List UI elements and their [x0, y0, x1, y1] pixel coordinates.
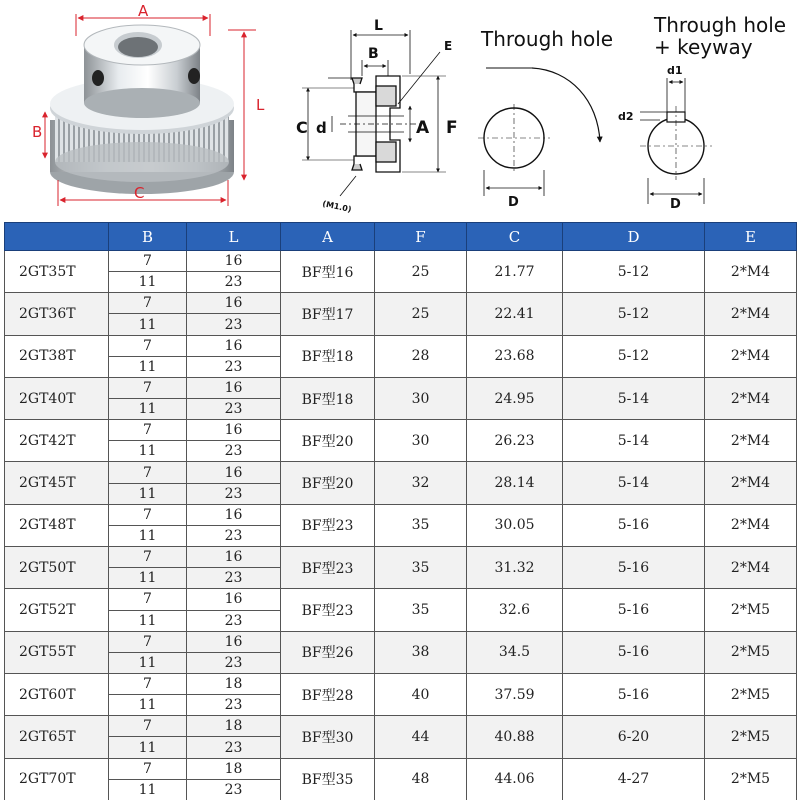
cell-l — [187, 758, 281, 800]
cell-model: 2GT42T — [5, 420, 109, 462]
cell-l-lower: 23 — [224, 739, 243, 756]
cell-l — [187, 631, 281, 673]
cell-l-upper: 18 — [187, 674, 280, 695]
cell-e: 2*M4 — [705, 420, 797, 462]
cell-d: 5-16 — [563, 504, 705, 546]
cell-a: BF型16 — [281, 251, 375, 293]
cell-b — [109, 758, 187, 800]
cell-e: 2*M4 — [705, 251, 797, 293]
through-hole-title: Through hole — [481, 27, 614, 51]
cell-b-lower: 11 — [138, 739, 157, 756]
pulley-drawings — [0, 0, 800, 222]
cell-b-lower: 11 — [138, 274, 157, 291]
cell-model: 2GT35T — [5, 251, 109, 293]
cell-d: 5-14 — [563, 462, 705, 504]
cell-l-lower: 23 — [224, 316, 243, 333]
table-row — [5, 631, 797, 673]
cell-b-lower: 11 — [138, 654, 157, 671]
cell-c: 21.77 — [467, 251, 563, 293]
cell-a: BF型28 — [281, 673, 375, 715]
cell-b-lower: 11 — [138, 528, 157, 545]
table-row — [5, 462, 797, 504]
section-label-c: C — [296, 118, 308, 137]
cell-f: 32 — [375, 462, 467, 504]
cell-l-lower: 23 — [224, 274, 243, 291]
cell-a: BF型35 — [281, 758, 375, 800]
cell-b-upper: 7 — [109, 293, 186, 314]
header-d: D — [563, 223, 705, 251]
cell-l — [187, 293, 281, 335]
cell-f: 35 — [375, 547, 467, 589]
cell-b-upper: 7 — [109, 251, 186, 272]
cell-l-lower: 23 — [224, 528, 243, 545]
cell-l-lower: 23 — [224, 697, 243, 714]
header-f: F — [375, 223, 467, 251]
cell-e: 2*M4 — [705, 293, 797, 335]
cell-l — [187, 716, 281, 758]
table-row — [5, 420, 797, 462]
cell-l — [187, 547, 281, 589]
cell-f: 30 — [375, 420, 467, 462]
cell-e: 2*M5 — [705, 673, 797, 715]
cell-b-lower: 11 — [138, 612, 157, 629]
cell-b-upper: 7 — [109, 759, 186, 780]
cell-l-upper: 16 — [187, 293, 280, 314]
cell-d: 6-20 — [563, 716, 705, 758]
cell-d: 5-16 — [563, 589, 705, 631]
cell-model: 2GT60T — [5, 673, 109, 715]
cell-b — [109, 504, 187, 546]
section-label-b: B — [368, 46, 379, 62]
cell-c: 28.14 — [467, 462, 563, 504]
photo-label-a: A — [138, 2, 149, 20]
table-row — [5, 293, 797, 335]
cell-c: 44.06 — [467, 758, 563, 800]
cell-l-upper: 16 — [187, 251, 280, 272]
cell-b-lower: 11 — [138, 781, 157, 798]
cell-l-upper: 16 — [187, 505, 280, 526]
table-row — [5, 758, 797, 800]
cell-a: BF型18 — [281, 335, 375, 377]
keyway-drawing — [618, 13, 786, 212]
photo-label-l: L — [256, 96, 265, 114]
keyway-title-line2: + keyway — [654, 35, 753, 59]
cell-l-upper: 16 — [187, 378, 280, 399]
cell-e: 2*M4 — [705, 462, 797, 504]
cell-a: BF型23 — [281, 504, 375, 546]
cell-l-lower: 23 — [224, 401, 243, 418]
cell-l-upper: 16 — [187, 462, 280, 483]
cell-c: 23.68 — [467, 335, 563, 377]
cell-f: 44 — [375, 716, 467, 758]
cell-l-lower: 23 — [224, 612, 243, 629]
table-row — [5, 335, 797, 377]
cell-b-upper: 7 — [109, 547, 186, 568]
cell-c: 30.05 — [467, 504, 563, 546]
cell-d: 5-12 — [563, 293, 705, 335]
cell-c: 26.23 — [467, 420, 563, 462]
cell-l — [187, 462, 281, 504]
cell-e: 2*M5 — [705, 631, 797, 673]
cell-b — [109, 462, 187, 504]
cell-l-lower: 23 — [224, 358, 243, 375]
cell-f: 40 — [375, 673, 467, 715]
header-e: E — [705, 223, 797, 251]
cell-b-upper: 7 — [109, 716, 186, 737]
header-b: B — [109, 223, 187, 251]
cell-b — [109, 547, 187, 589]
cell-model: 2GT48T — [5, 504, 109, 546]
cell-b — [109, 251, 187, 293]
cell-l-upper: 16 — [187, 632, 280, 653]
section-label-note: (M1.0) — [321, 199, 353, 215]
cell-l-upper: 16 — [187, 547, 280, 568]
cell-l-lower: 23 — [224, 443, 243, 460]
section-label-f: F — [446, 118, 458, 138]
cell-d: 5-12 — [563, 335, 705, 377]
table-row — [5, 547, 797, 589]
cell-l-upper: 18 — [187, 759, 280, 780]
keyway-d1-label: d1 — [667, 64, 683, 77]
photo-label-b: B — [32, 123, 43, 141]
cell-b-lower: 11 — [138, 443, 157, 460]
header-a: A — [281, 223, 375, 251]
cell-f: 25 — [375, 251, 467, 293]
cell-l — [187, 504, 281, 546]
cell-b-upper: 7 — [109, 378, 186, 399]
cell-b — [109, 335, 187, 377]
keyway-d2-label: d2 — [618, 110, 634, 123]
cell-a: BF型20 — [281, 462, 375, 504]
cell-model: 2GT40T — [5, 377, 109, 419]
cell-b — [109, 673, 187, 715]
cell-l — [187, 420, 281, 462]
cell-b-upper: 7 — [109, 674, 186, 695]
cell-l-lower: 23 — [224, 570, 243, 587]
cell-model: 2GT55T — [5, 631, 109, 673]
cell-a: BF型17 — [281, 293, 375, 335]
cell-b-lower: 11 — [138, 485, 157, 502]
cell-model: 2GT65T — [5, 716, 109, 758]
cell-l-upper: 16 — [187, 420, 280, 441]
cell-c: 24.95 — [467, 377, 563, 419]
through-hole-drawing — [478, 27, 613, 210]
cell-f: 25 — [375, 293, 467, 335]
cell-d: 5-16 — [563, 673, 705, 715]
cell-b-lower: 11 — [138, 358, 157, 375]
cell-b-lower: 11 — [138, 316, 157, 333]
header-model — [5, 223, 109, 251]
cell-b-upper: 7 — [109, 589, 186, 610]
header-c: C — [467, 223, 563, 251]
cell-b — [109, 420, 187, 462]
keyway-title-line1: Through hole — [654, 13, 787, 37]
cell-b — [109, 377, 187, 419]
header-l: L — [187, 223, 281, 251]
section-label-a: A — [416, 118, 430, 138]
cell-c: 32.6 — [467, 589, 563, 631]
cell-l-upper: 16 — [187, 336, 280, 357]
cell-f: 30 — [375, 377, 467, 419]
cell-l-lower: 23 — [224, 485, 243, 502]
cell-d: 4-27 — [563, 758, 705, 800]
table-row — [5, 377, 797, 419]
cell-l — [187, 589, 281, 631]
cell-l — [187, 673, 281, 715]
through-hole-d-label: D — [508, 195, 519, 210]
cell-b — [109, 589, 187, 631]
keyway-d-label: D — [670, 197, 681, 212]
cell-l-lower: 23 — [224, 654, 243, 671]
cell-b-upper: 7 — [109, 420, 186, 441]
cell-f: 28 — [375, 335, 467, 377]
cell-e: 2*M4 — [705, 547, 797, 589]
cell-model: 2GT45T — [5, 462, 109, 504]
cell-c: 31.32 — [467, 547, 563, 589]
cell-b-lower: 11 — [138, 401, 157, 418]
photo-label-c: C — [134, 184, 145, 202]
cell-l — [187, 335, 281, 377]
cell-model: 2GT52T — [5, 589, 109, 631]
cell-b — [109, 716, 187, 758]
cell-c: 40.88 — [467, 716, 563, 758]
cell-e: 2*M4 — [705, 335, 797, 377]
cell-l-lower: 23 — [224, 781, 243, 798]
cell-b-upper: 7 — [109, 632, 186, 653]
cell-model: 2GT38T — [5, 335, 109, 377]
pulley-photo — [50, 25, 234, 194]
cell-d: 5-14 — [563, 420, 705, 462]
cell-b — [109, 293, 187, 335]
cell-b-upper: 7 — [109, 462, 186, 483]
cell-c: 22.41 — [467, 293, 563, 335]
table-header-row — [5, 223, 797, 251]
section-label-l: L — [374, 18, 383, 34]
cell-a: BF型23 — [281, 589, 375, 631]
cell-e: 2*M5 — [705, 589, 797, 631]
cell-d: 5-14 — [563, 377, 705, 419]
cell-a: BF型23 — [281, 547, 375, 589]
section-label-e: E — [444, 39, 453, 53]
cell-l-upper: 18 — [187, 716, 280, 737]
cell-l-upper: 16 — [187, 589, 280, 610]
table-row — [5, 589, 797, 631]
cell-a: BF型30 — [281, 716, 375, 758]
cell-model: 2GT50T — [5, 547, 109, 589]
cell-b-lower: 11 — [138, 697, 157, 714]
section-label-d: d — [316, 119, 327, 137]
table-row — [5, 251, 797, 293]
cell-f: 38 — [375, 631, 467, 673]
cell-f: 35 — [375, 589, 467, 631]
cell-b-upper: 7 — [109, 505, 186, 526]
cell-f: 48 — [375, 758, 467, 800]
cell-l — [187, 377, 281, 419]
cell-a: BF型18 — [281, 377, 375, 419]
cell-model: 2GT36T — [5, 293, 109, 335]
cell-b — [109, 631, 187, 673]
pulley-spec-table — [4, 222, 797, 800]
table-row — [5, 716, 797, 758]
cell-b-upper: 7 — [109, 336, 186, 357]
cell-d: 5-16 — [563, 547, 705, 589]
cell-e: 2*M4 — [705, 377, 797, 419]
cell-d: 5-12 — [563, 251, 705, 293]
cell-e: 2*M5 — [705, 758, 797, 800]
cell-d: 5-16 — [563, 631, 705, 673]
cell-f: 35 — [375, 504, 467, 546]
table-row — [5, 504, 797, 546]
cell-b-lower: 11 — [138, 570, 157, 587]
cell-a: BF型26 — [281, 631, 375, 673]
cell-c: 34.5 — [467, 631, 563, 673]
cell-a: BF型20 — [281, 420, 375, 462]
table-body — [5, 251, 797, 800]
cell-model: 2GT70T — [5, 758, 109, 800]
cell-e: 2*M5 — [705, 716, 797, 758]
cell-l — [187, 251, 281, 293]
cell-c: 37.59 — [467, 673, 563, 715]
table-row — [5, 673, 797, 715]
cell-e: 2*M4 — [705, 504, 797, 546]
